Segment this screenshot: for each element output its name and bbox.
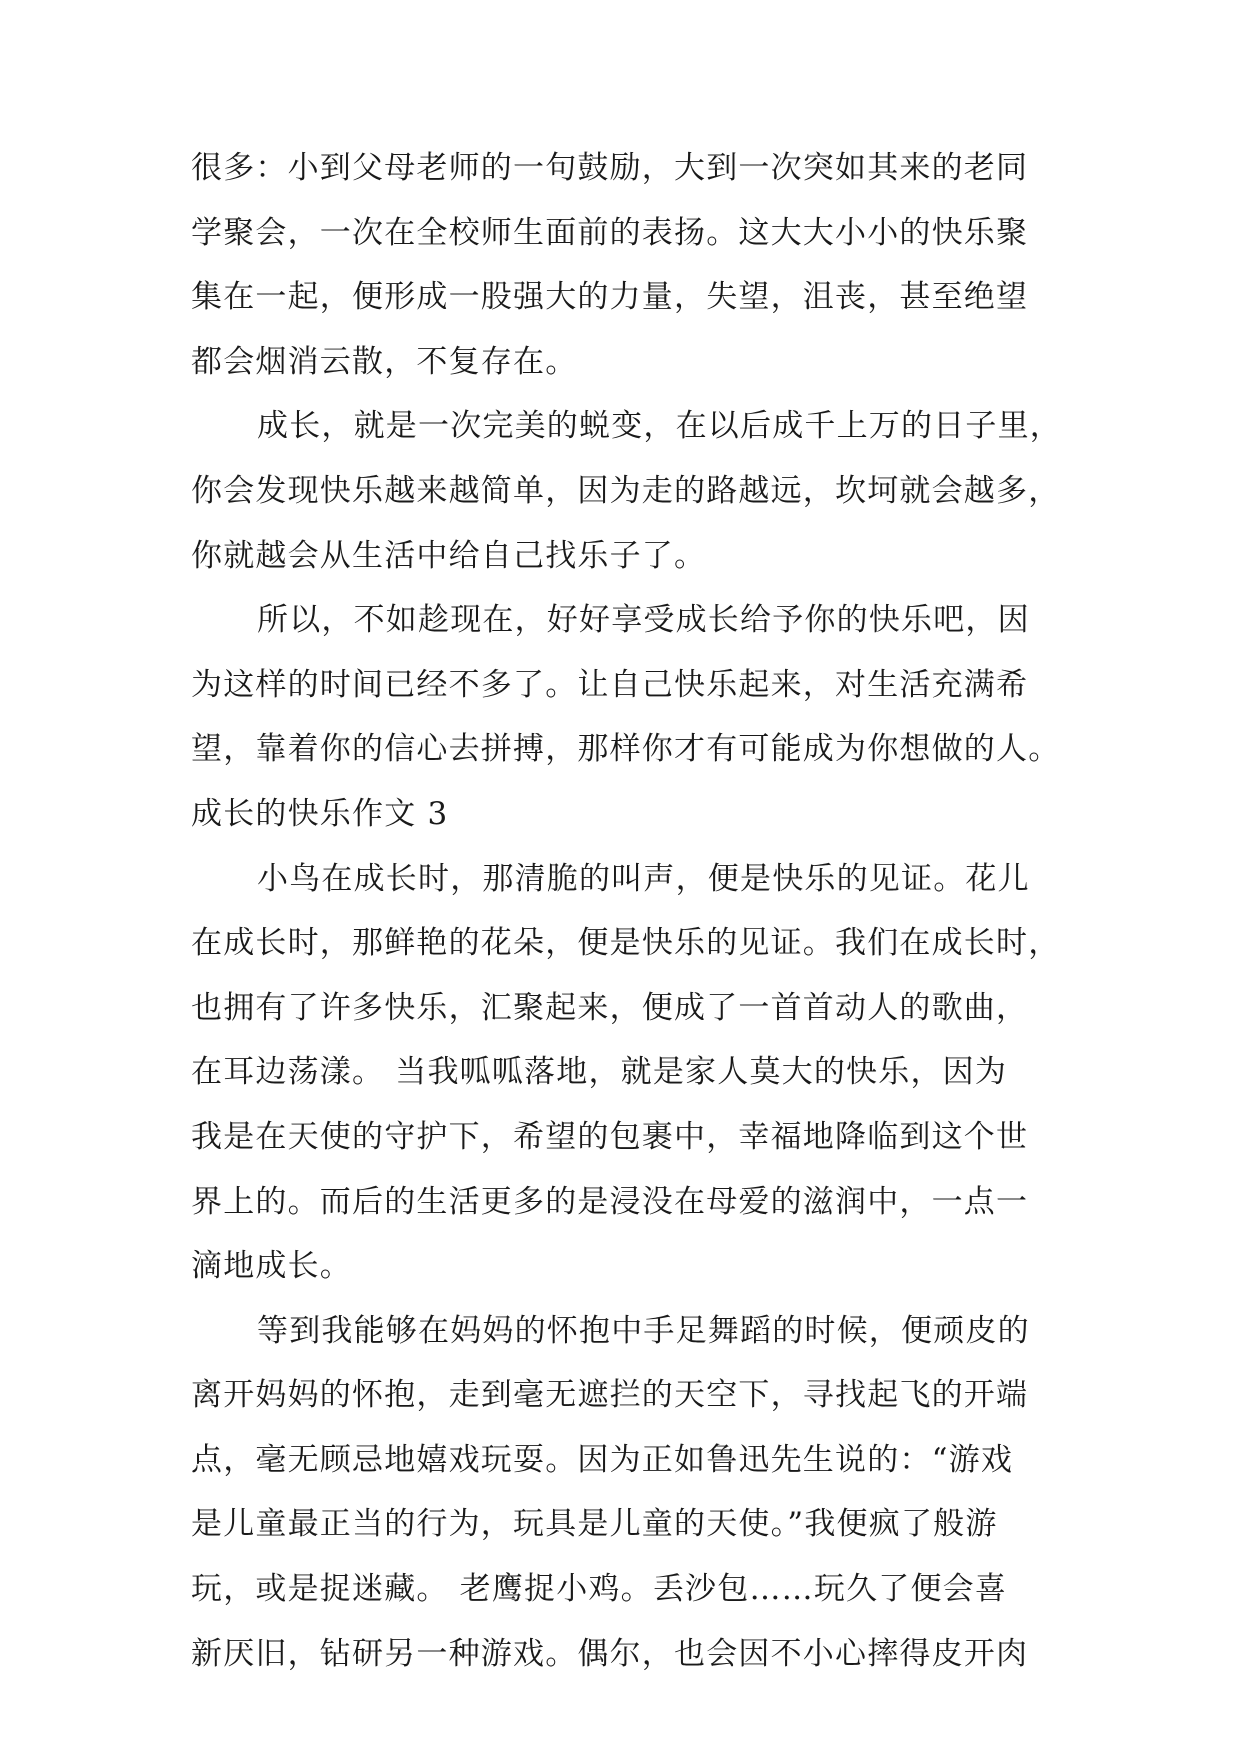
- text-line: 也拥有了许多快乐，汇聚起来，便成了一首首动人的歌曲，: [191, 989, 1029, 1026]
- text-line: 是儿童最正当的行为，玩具是儿童的天使。”我便疯了般游: [191, 1506, 998, 1543]
- paragraph-first-line: 等到我能够在妈妈的怀抱中手足舞蹈的时候，便顽皮的: [257, 1312, 1030, 1349]
- section-heading: 成长的快乐作文 3: [191, 795, 449, 832]
- paragraph-first-line: 小鸟在成长时，那清脆的叫声，便是快乐的见证。花儿: [257, 860, 1030, 897]
- document-body: [191, 136, 1062, 1686]
- text-line: 在成长时，那鲜艳的花朵，便是快乐的见证。我们在成长时，: [191, 925, 1061, 962]
- text-line: 新厌旧，钻研另一种游戏。偶尔，也会因不小心摔得皮开肉: [191, 1635, 1029, 1672]
- text-line: 你会发现快乐越来越简单，因为走的路越远，坎坷就会越多，: [191, 472, 1061, 509]
- text-line: 集在一起，便形成一股强大的力量，失望，沮丧，甚至绝望: [191, 279, 1029, 316]
- text-line: 在耳边荡漾。 当我呱呱落地，就是家人莫大的快乐，因为: [191, 1054, 1008, 1091]
- text-line: 为这样的时间已经不多了。让自己快乐起来，对生活充满希: [191, 666, 1029, 703]
- text-line: 点，毫无顾忌地嬉戏玩耍。因为正如鲁迅先生说的：“游戏: [191, 1441, 1014, 1478]
- text-line: 都会烟消云散，不复存在。: [191, 343, 578, 380]
- text-line: 学聚会，一次在全校师生面前的表扬。这大大小小的快乐聚: [191, 214, 1029, 251]
- paragraph-first-line: 所以，不如趁现在，好好享受成长给予你的快乐吧，因: [257, 602, 1030, 639]
- paragraph-first-line: 成长，就是一次完美的蜕变，在以后成千上万的日子里，: [257, 408, 1062, 445]
- text-line: 很多：小到父母老师的一句鼓励，大到一次突如其来的老同: [191, 150, 1029, 186]
- text-line: 离开妈妈的怀抱，走到毫无遮拦的天空下，寻找起飞的开端: [191, 1377, 1029, 1414]
- text-line: 滴地成长。: [191, 1248, 352, 1285]
- text-line: 界上的。而后的生活更多的是浸没在母爱的滋润中，一点一: [191, 1183, 1029, 1220]
- text-line: 望，靠着你的信心去拼搏，那样你才有可能成为你想做的人。: [191, 731, 1061, 768]
- text-line: 我是在天使的守护下，希望的包裹中，幸福地降临到这个世: [191, 1118, 1029, 1155]
- text-line: 你就越会从生活中给自己找乐子了。: [191, 537, 707, 574]
- text-line: 玩，或是捉迷藏。 老鹰捉小鸡。丢沙包……玩久了便会喜: [191, 1571, 1008, 1608]
